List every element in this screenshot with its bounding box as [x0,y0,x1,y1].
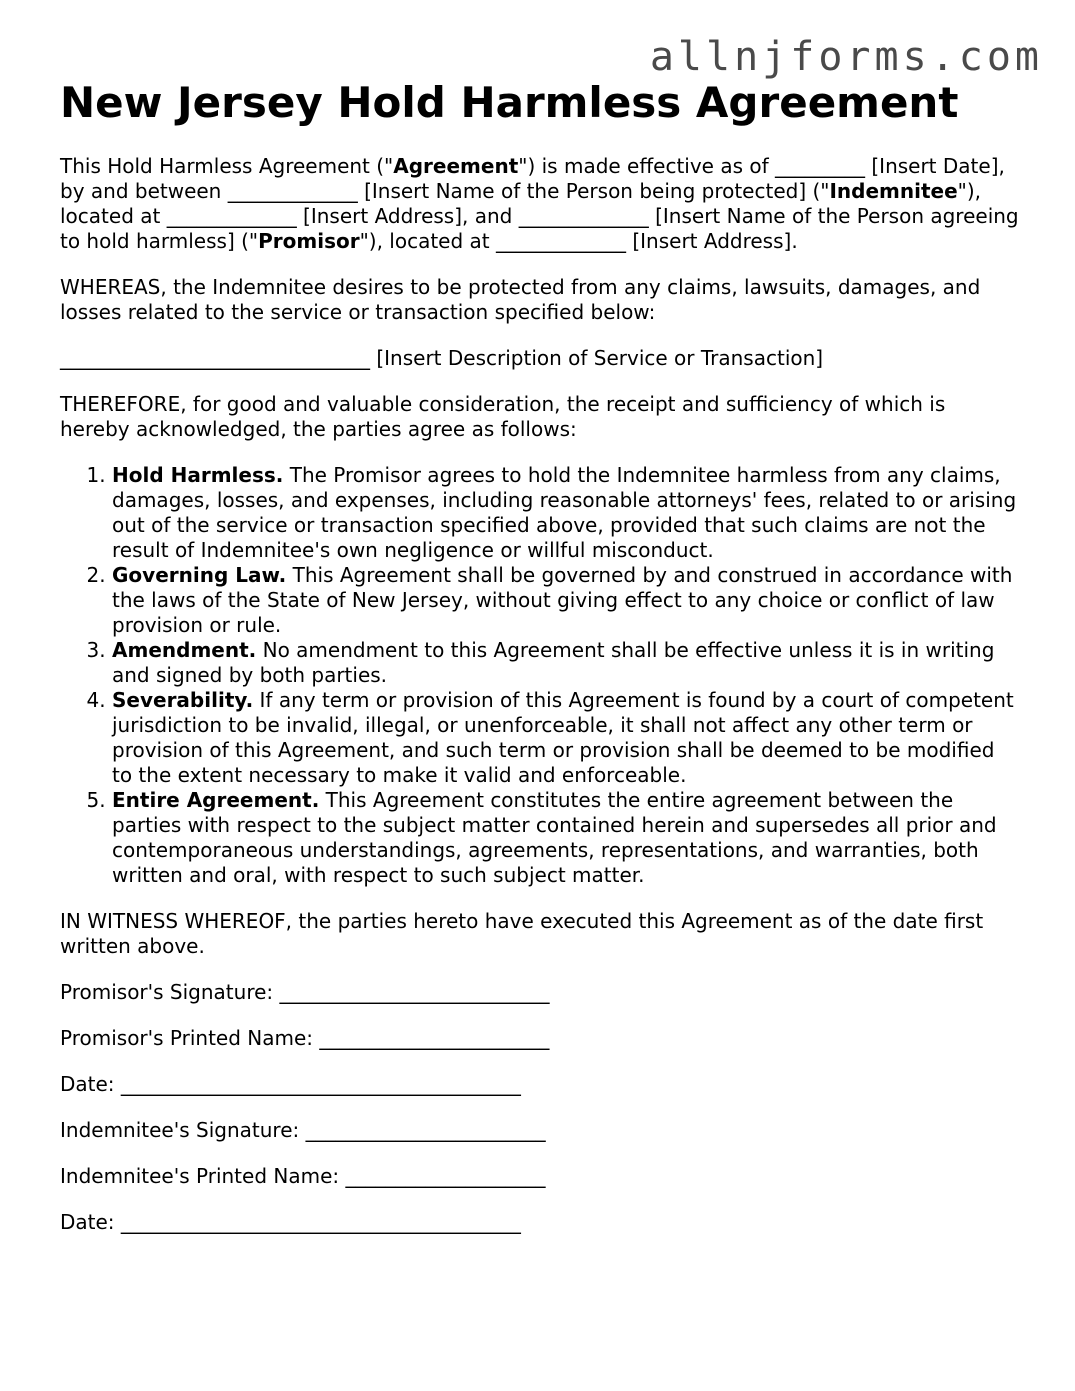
clause-heading: Amendment. [112,638,257,662]
clause-heading: Entire Agreement. [112,788,320,812]
intro-text-1: This Hold Harmless Agreement (" [60,154,394,178]
clause-hold-harmless [112,463,1020,563]
clause-amendment [112,638,1020,688]
promisor-signature-field[interactable]: Promisor's Signature: ___________________________ [60,980,550,1004]
clause-governing-law [112,563,1020,638]
therefore-paragraph: THEREFORE, for good and valuable consideration, the receipt and sufficiency of which is hereby acknowledged, the parties agree as follows: [60,392,946,441]
clause-text: If any term or provision of this Agreement is found by a court of competent jurisdiction to be invalid, illegal, or unenforceable, it shall not affect any other term or provision of this Agreement, and such term or provision shall be deemed to be modified to the extent necessary to make it valid and enforceable. [112,688,1014,787]
document-page [60,78,1020,1256]
intro-text-3: "), located at _____________ [Insert Address], and _____________ [Insert Name of the Person agreeing to hold harmless] (" [60,179,1019,253]
clause-list [60,463,1020,888]
term-indemnitee: Indemnitee [829,179,958,203]
intro-text-4: "), located at _____________ [Insert Address]. [359,229,798,253]
witness-paragraph: IN WITNESS WHEREOF, the parties hereto have executed this Agreement as of the date first written above. [60,909,984,958]
indemnitee-signature-field[interactable]: Indemnitee's Signature: ________________________ [60,1118,546,1142]
term-promisor: Promisor [258,229,360,253]
term-agreement: Agreement [393,154,519,178]
service-description-line: _______________________________ [Insert Description of Service or Transaction] [60,346,824,370]
intro-paragraph [60,154,1020,254]
clause-heading: Hold Harmless. [112,463,284,487]
promisor-printed-name-field[interactable]: Promisor's Printed Name: _______________________ [60,1026,550,1050]
clause-text: This Agreement shall be governed by and construed in accordance with the laws of the State of New Jersey, without giving effect to any choice or conflict of law provision or rule. [112,563,1013,637]
document-title: New Jersey Hold Harmless Agreement [60,78,959,127]
clause-text: The Promisor agrees to hold the Indemnitee harmless from any claims, damages, losses, and expenses, including reasonable attorneys' fees, related to or arising out of the service or transaction specified above, provided that such claims are not the result of Indemnitee's own negligence or willful misconduct. [112,463,1017,562]
clause-text: No amendment to this Agreement shall be effective unless it is in writing and signed by both parties. [112,638,995,687]
site-watermark: allnjforms.com [649,34,1043,80]
promisor-date-field[interactable]: Date: ________________________________________ [60,1072,521,1096]
clause-heading: Severability. [112,688,254,712]
whereas-paragraph: WHEREAS, the Indemnitee desires to be protected from any claims, lawsuits, damages, and losses related to the service or transaction specified below: [60,275,981,324]
indemnitee-date-field[interactable]: Date: ________________________________________ [60,1210,521,1234]
intro-text-2: ") is made effective as of _________ [Insert Date], by and between _____________ [Insert Name of the Person being protected] (" [60,154,1005,203]
clause-entire-agreement [112,788,1020,888]
clause-heading: Governing Law. [112,563,287,587]
clause-severability [112,688,1020,788]
indemnitee-printed-name-field[interactable]: Indemnitee's Printed Name: ____________________ [60,1164,546,1188]
clause-text: This Agreement constitutes the entire agreement between the parties with respect to the subject matter contained herein and supersedes all prior and contemporaneous understandings, agreements, representations, and warranties, both written and oral, with respect to such subject matter. [112,788,997,887]
